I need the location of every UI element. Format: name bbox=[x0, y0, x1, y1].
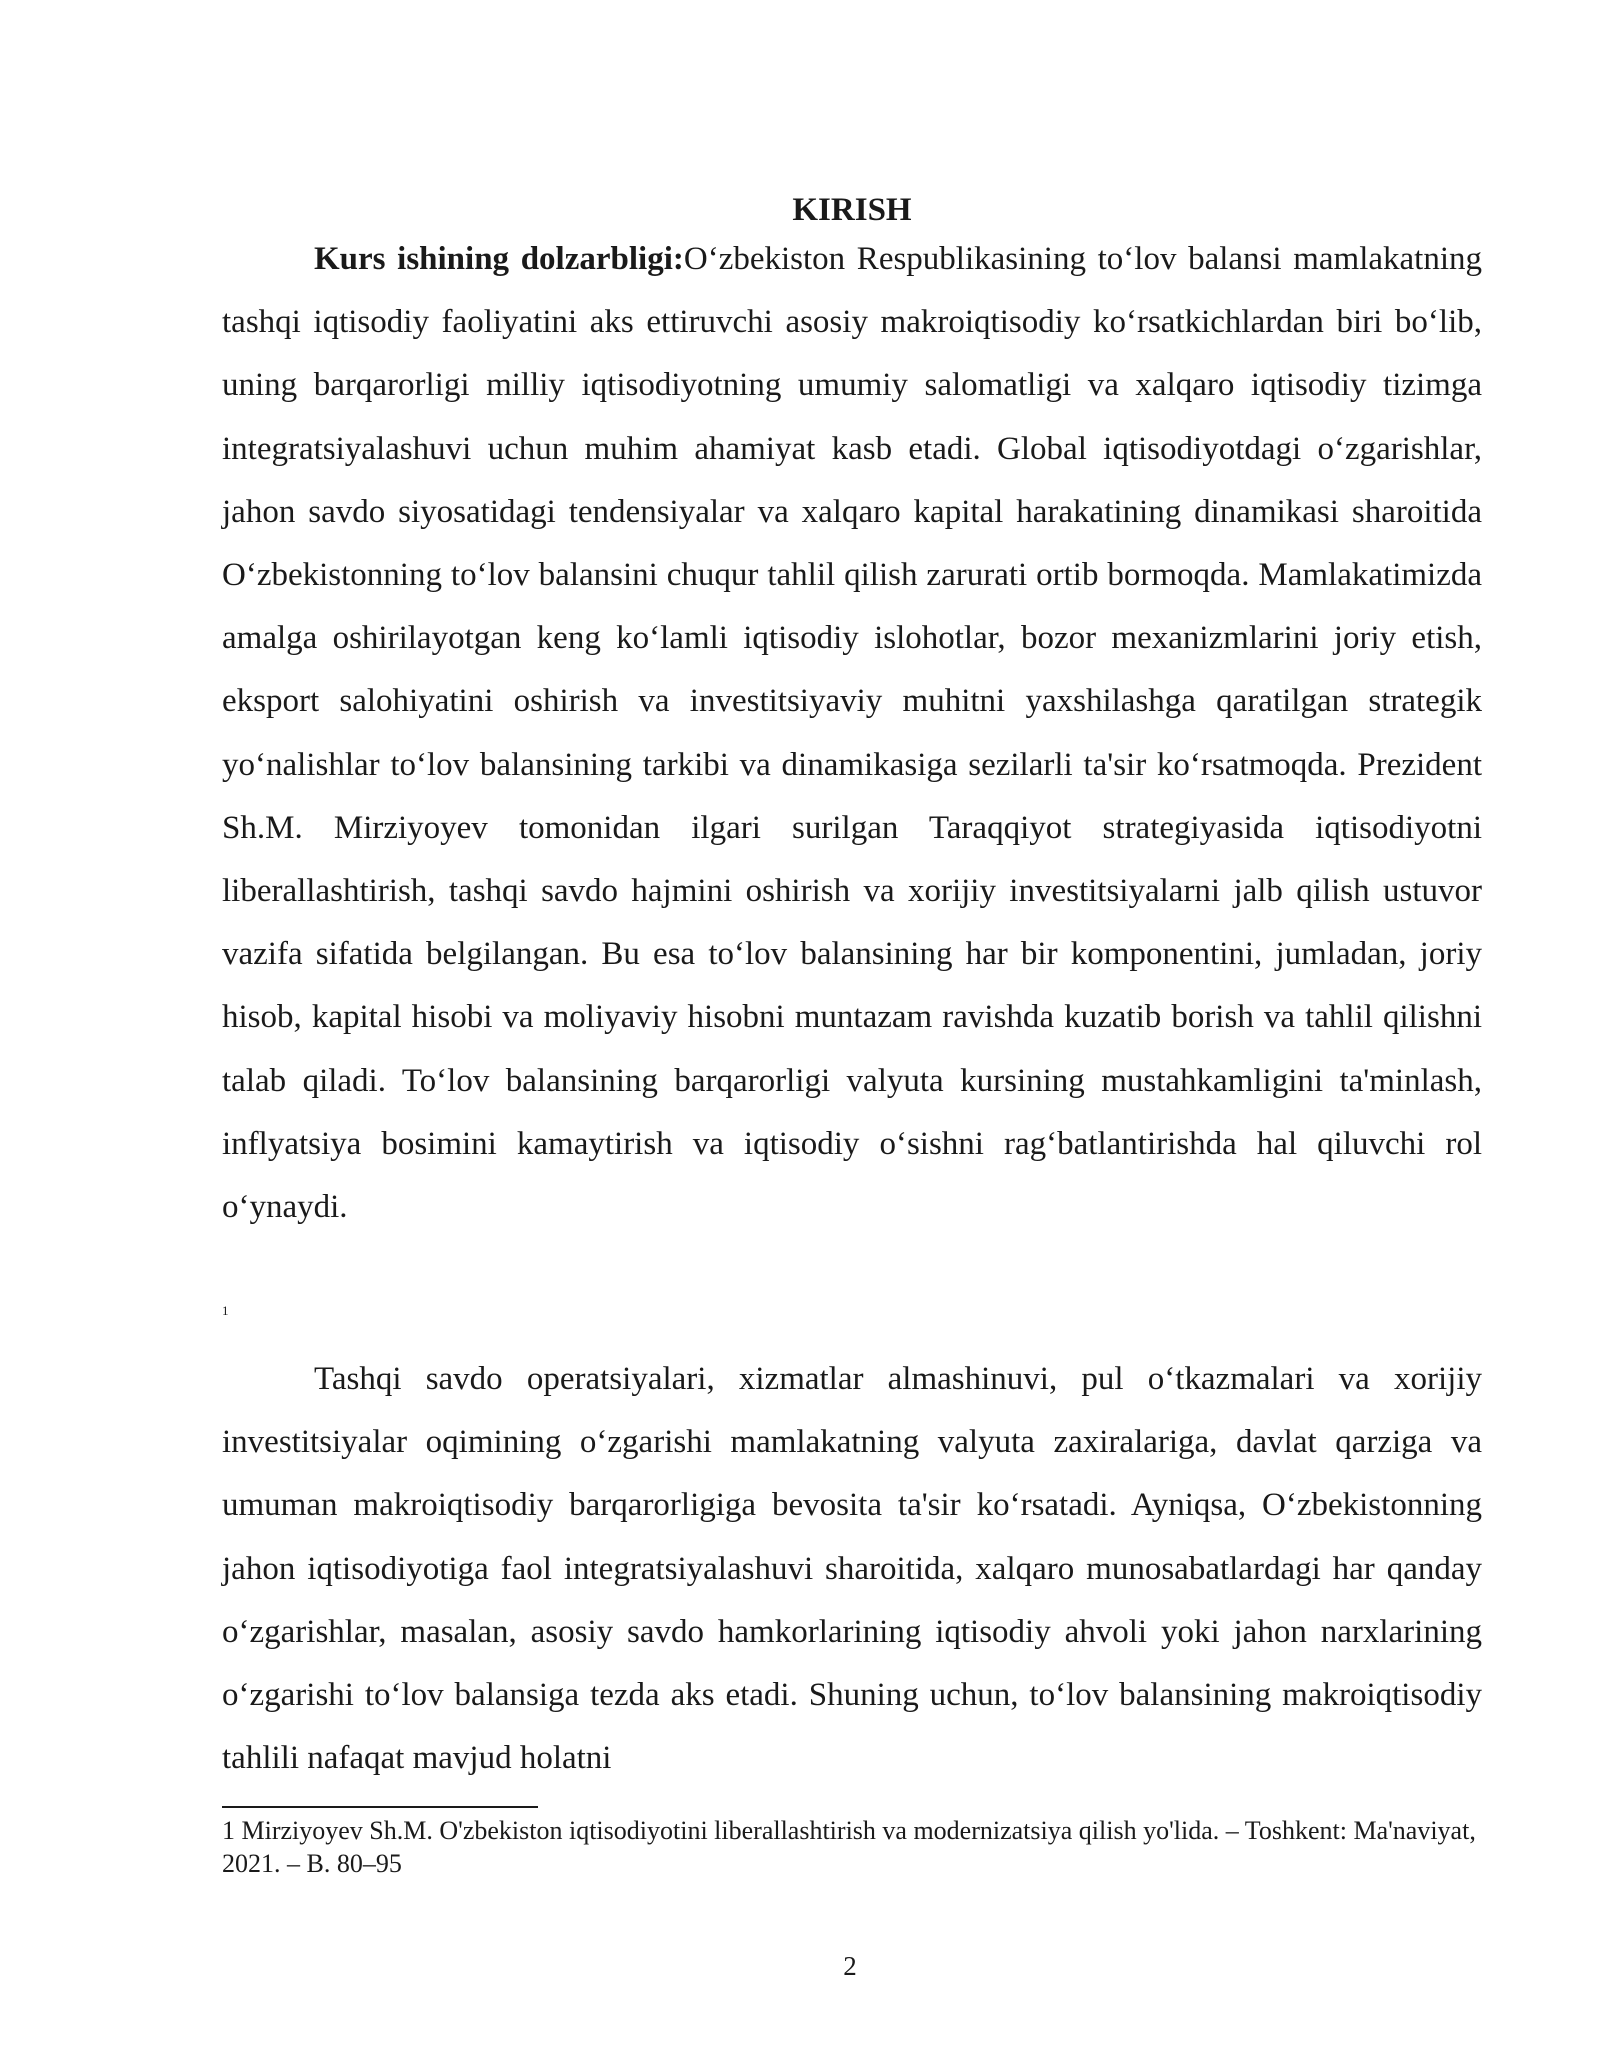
paragraph-text: Tashqi savdo operatsiyalari, xizmatlar almashinuvi, pul o‘tkazmalari va xorijiy investitsiyalar oqimining o‘zgarishi mamlakatning valyuta zaxiralariga, davlat qarziga va umuman makroiqtisodiy barqarorligiga bevosita ta'sir ko‘rsatadi. Ayniqsa, O‘zbekistonning jahon iqtisodiyotiga faol integratsiyalashuvi sharoitida, xalqaro munosabatlardagi har qanday o‘zgarishlar, masalan, asosiy savdo hamkorlarining iqtisodiy ahvoli yoki jahon narxlarining o‘zgarishi to‘lov balansiga tezda aks etadi. Shuning uchun, to‘lov balansining makroiqtisodiy tahlili nafaqat mavjud holatni bbox=[222, 1361, 1482, 1777]
second-paragraph bbox=[222, 1348, 1482, 1790]
paragraph-lead: Kurs ishining dolzarbligi: bbox=[314, 241, 684, 277]
footnote: 1 Mirziyoyev Sh.M. O'zbekiston iqtisodiyotini liberallashtirish va modernizatsiya qilish yo'lida. – Toshkent: Ma'naviyat, 2021. – B. 80–95 bbox=[222, 1816, 1476, 1878]
paragraph-text: O‘zbekiston Respublikasining to‘lov balansi mamlakatning tashqi iqtisodiy faoliyatini aks ettiruvchi asosiy makroiqtisodiy ko‘rsatkichlardan biri bo‘lib, uning barqarorligi milliy iqtisodiyotning umumiy salomatligi va xalqaro iqtisodiy tizimga integratsiyalashuvi uchun muhim ahamiyat kasb etadi. Global iqtisodiyotdagi o‘zgarishlar, jahon savdo siyosatidagi tendensiyalar va xalqaro kapital harakatining dinamikasi sharoitida O‘zbekistonning to‘lov balansini chuqur tahlil qilish zarurati ortib bormoqda. Mamlakatimizda amalga oshirilayotgan keng ko‘lamli iqtisodiy islohotlar, bozor mexanizmlarini joriy etish, eksport salohiyatini oshirish va investitsiyaviy muhitni yaxshilashga qaratilgan strategik yo‘nalishlar to‘lov balansining tarkibi va dinamikasiga sezilarli ta'sir ko‘rsatmoqda. Prezident Sh.M. Mirziyoyev tomonidan ilgari surilgan Taraqqiyot strategiyasida iqtisodiyotni liberallashtirish, tashqi savdo hajmini oshirish va xorijiy investitsiyalarni jalb qilish ustuvor vazifa sifatida belgilangan. Bu esa to‘lov balansining har bir komponentini, jumladan, joriy hisob, kapital hisobi va moliyaviy hisobni muntazam ravishda kuzatib borish va tahlil qilishni talab qiladi. To‘lov balansining barqarorligi valyuta kursining mustahkamligini ta'minlash, inflyatsiya bosimini kamaytirish va iqtisodiy o‘sishni rag‘batlantirishda hal qiluvchi rol o‘ynaydi. bbox=[222, 241, 1482, 1226]
footnote-reference: 1 bbox=[222, 1303, 229, 1318]
page-number: 2 bbox=[843, 1951, 857, 1981]
intro-paragraph bbox=[222, 228, 1482, 1239]
footnote-separator bbox=[222, 1806, 538, 1808]
section-title: KIRISH bbox=[792, 192, 912, 228]
